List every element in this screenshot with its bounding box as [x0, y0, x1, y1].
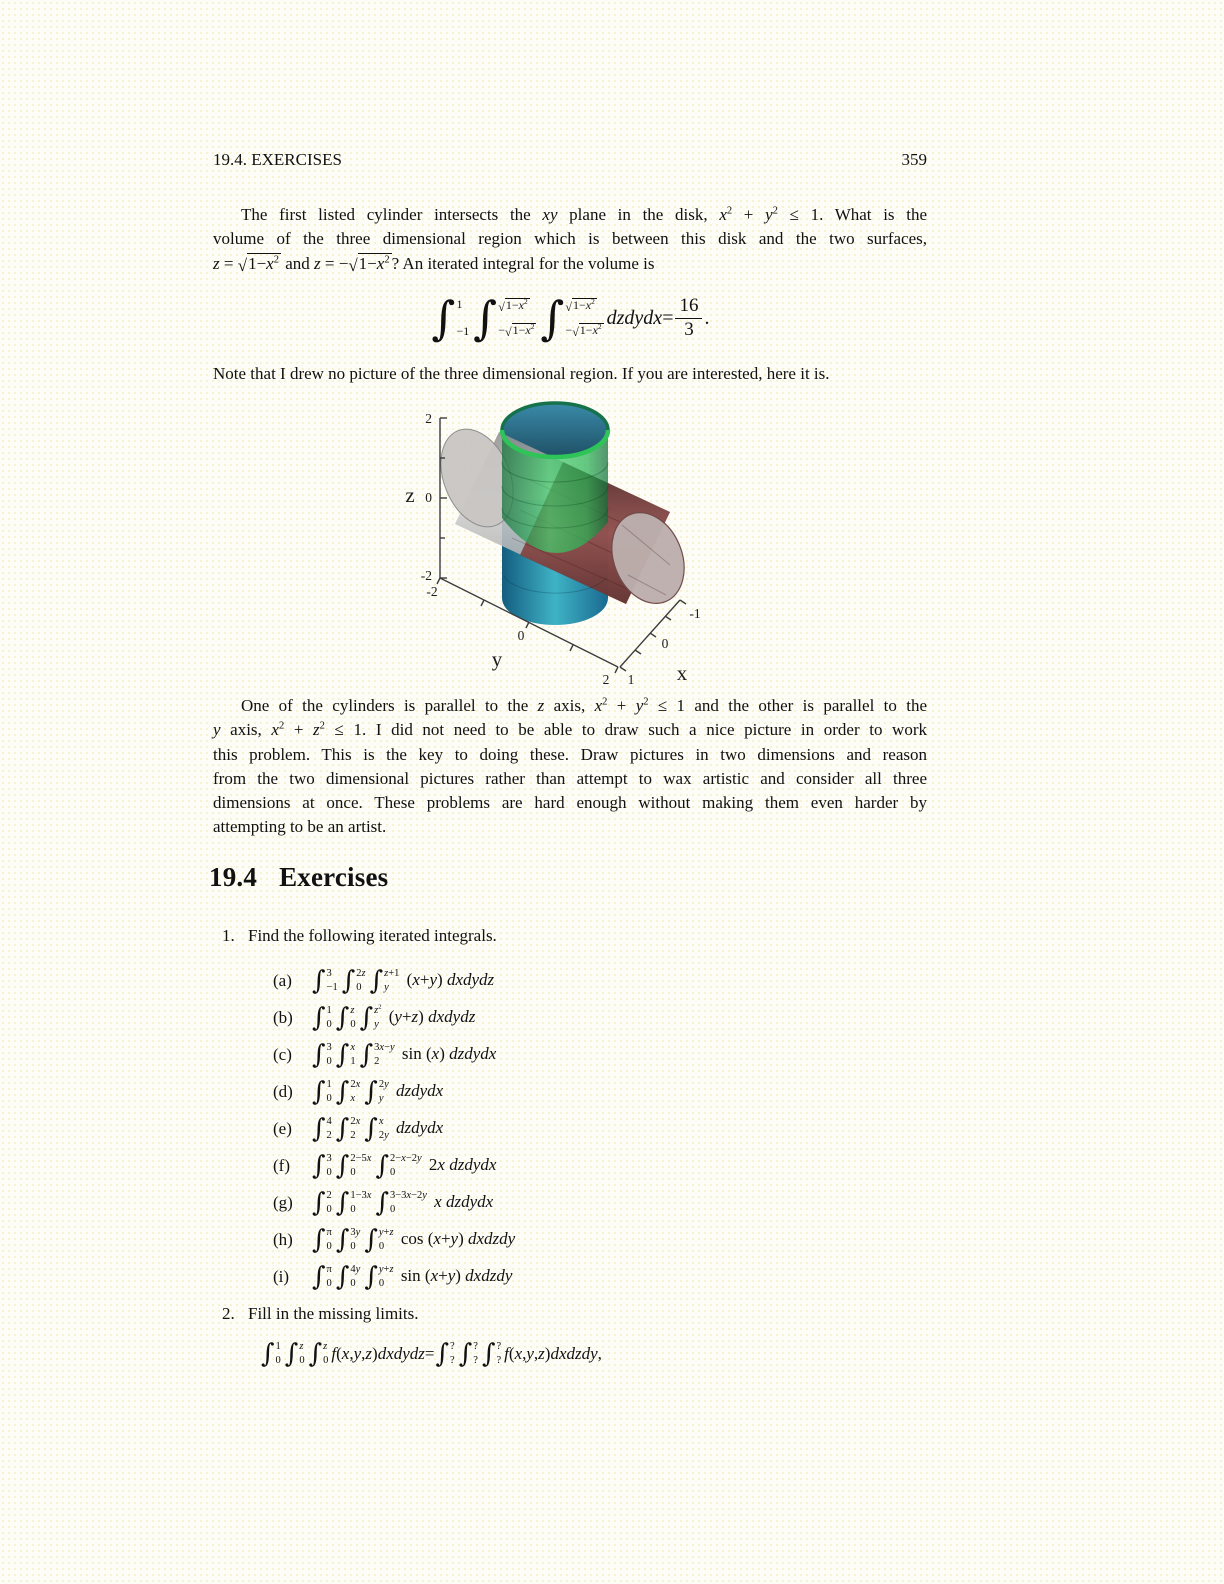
text-line: dimensions at once. These problems are hard enough without making them even harder by — [213, 793, 927, 813]
part-math: ∫ 2 0 ∫ 1−3x 0 ∫ 3−3x−2y 0 x dzdydx — [312, 1187, 494, 1218]
part-row-h — [273, 1221, 927, 1258]
part-label: (e) — [273, 1118, 292, 1138]
y-axis-label: y — [491, 647, 503, 671]
cylinder-plot — [380, 390, 760, 690]
exercise-text: Find the following iterated integrals. — [248, 926, 497, 945]
part-row-f — [273, 1147, 927, 1184]
part-row-d — [273, 1073, 927, 1110]
part-math: ∫ 3 0 ∫ x 1 ∫ 3x−y 2 sin (x) dzdydx — [312, 1039, 497, 1070]
z-tick-0: 0 — [425, 490, 432, 505]
z-tick-2: 2 — [425, 411, 432, 426]
y-tick-neg2: -2 — [426, 584, 438, 599]
x-axis-label: x — [676, 661, 688, 685]
z-tick-neg2: -2 — [420, 568, 432, 583]
page-number: 359 — [901, 150, 927, 169]
part-label: (b) — [273, 1007, 293, 1027]
part-label: (d) — [273, 1081, 293, 1101]
part-math: ∫ 3 −1 ∫ 2z 0 ∫ z+1 y (x+y) dxdydz — [312, 965, 495, 996]
part-math: ∫ π 0 ∫ 3y 0 ∫ y+z 0 cos (x+y) dxdzdy — [312, 1224, 516, 1255]
text-line: The first listed cylinder intersects the xy plane in the disk, $x^2 + y^2 \le 1$. What is the — [241, 205, 927, 224]
exercise-item-2 — [222, 1304, 922, 1324]
text-line: this problem. This is the key to doing these. Draw pictures in two dimensions and reason — [213, 744, 927, 764]
section-number: 19.4 — [209, 862, 258, 892]
exercise-item-1 — [222, 926, 922, 946]
part-row-c — [273, 1036, 927, 1073]
part-label: (f) — [273, 1155, 290, 1175]
text-line: z = √ $1-x^2$ and z = − √ $1-x^2$ ? An iterated integral for the volume is — [213, 253, 655, 275]
part-row-b — [273, 999, 927, 1036]
paragraph-2 — [213, 694, 927, 840]
page-header — [213, 150, 927, 170]
part-label: (i) — [273, 1266, 290, 1286]
part-math: ∫ 1 0 ∫ 2x x ∫ 2y y dzdydx — [312, 1076, 444, 1107]
header-section-title: 19.4. EXERCISES — [213, 150, 342, 169]
exercise-number: 1. — [222, 926, 235, 945]
part-label: (a) — [273, 970, 292, 990]
text-line: attempting to be an artist. — [213, 817, 387, 837]
exercise-text: Fill in the missing limits. — [248, 1304, 419, 1323]
part-math: ∫ π 0 ∫ 4y 0 ∫ y+z 0 sin (x+y) dxdzdy — [312, 1261, 513, 1292]
y-tick-0: 0 — [517, 628, 525, 643]
part-row-i — [273, 1258, 927, 1295]
section-heading — [209, 862, 388, 893]
paragraph-1 — [213, 203, 927, 276]
part-row-g — [273, 1184, 927, 1221]
x-tick-0: 0 — [661, 636, 669, 651]
part-label: (g) — [273, 1192, 293, 1212]
exercise-number: 2. — [222, 1304, 235, 1323]
note-text: Note that I drew no picture of the three dimensional region. If you are interested, here it is. — [213, 364, 830, 383]
exercise-parts-list — [273, 962, 927, 1295]
display-equation: ∫ 1 −1 ∫ √ $1-x^2$ − √ $1-x^2$ ∫ √ $1-x^2$ − √ $1-x^2$ dz dy dx = $\frac{16}{3}$ . — [431, 291, 710, 345]
part-label: (h) — [273, 1229, 293, 1249]
part-math: ∫ 1 0 ∫ z 0 ∫ $z^2$ y (y+z) dxdydz — [312, 1002, 476, 1033]
y-tick-2: 2 — [602, 672, 610, 687]
part-label: (c) — [273, 1044, 292, 1064]
text-line: One of the cylinders is parallel to the z axis, $x^2 + y^2 \le 1$ and the other is parallel to the — [241, 696, 927, 715]
x-tick-1: 1 — [627, 672, 635, 687]
text-line: y axis, $x^2 + z^2 \le 1$. I did not need to be able to draw such a nice picture in order to work — [213, 720, 927, 740]
figure-3d-cylinders — [380, 390, 760, 690]
part-row-a — [273, 962, 927, 999]
x-tick-neg1: -1 — [689, 606, 701, 621]
part-row-e — [273, 1110, 927, 1147]
section-title: Exercises — [279, 862, 389, 892]
text-line: volume of the three dimensional region which is between this disk and the two surfaces, — [213, 229, 927, 249]
exercise-2-equation: ∫ 1 0 ∫ z 0 ∫ z 0 f ( x , y , z ) dx dy dz = ∫ ? ? ∫ ? ? ∫ ? ? f ( x , y , z ) dx dz dy , — [261, 1339, 602, 1369]
text-line: from the two dimensional pictures rather than attempt to wax artistic and consider all three — [213, 768, 927, 788]
part-math: ∫ 4 2 ∫ 2x 2 ∫ x 2y dzdydx — [312, 1113, 444, 1144]
z-axis-label: z — [405, 483, 415, 507]
part-math: ∫ 3 0 ∫ 2−5x 0 ∫ 2−x−2y 0 2x dzdydx — [312, 1150, 497, 1181]
